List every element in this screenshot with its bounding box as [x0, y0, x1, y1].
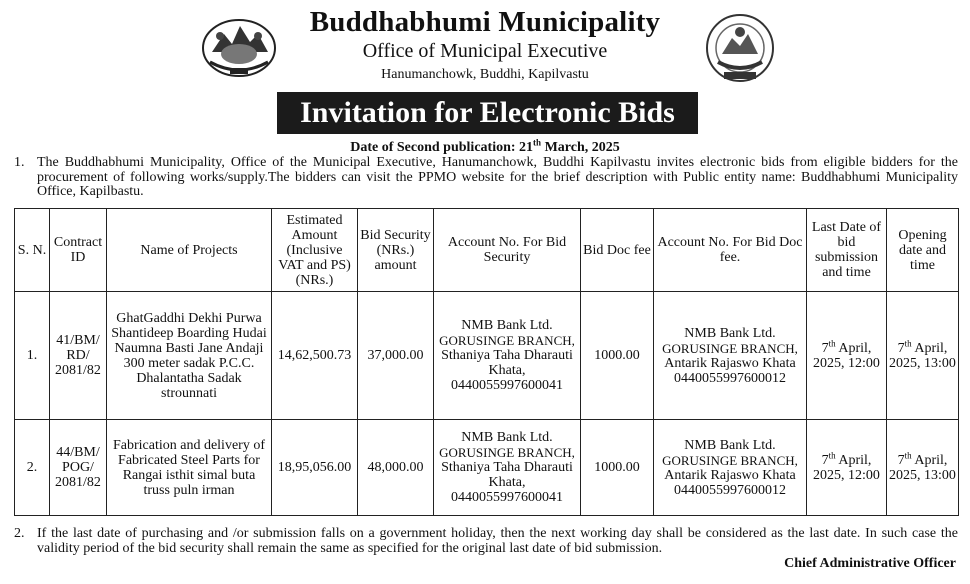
municipality-logo-icon [702, 12, 778, 86]
branch-name: GORUSINGE BRANCH, [439, 333, 575, 348]
account-name: Antarik Rajaswo Khata [664, 467, 796, 483]
bids-table [14, 208, 959, 516]
bank-name: NMB Bank Ltd. [461, 318, 553, 333]
note-number: 1. [14, 155, 25, 170]
bank-name: NMB Bank Ltd. [461, 430, 553, 445]
note-text: The Buddhabhumi Municipality, Office of the Municipal Executive, Hanumanchowk, Buddhi Kapilvastu invites electronic bids from eligible bidders for the procurement of following works/supply.The bidders can visit the PPMO website for the brief description with Public entity name: Buddhabhumi Municipality Office, Kapilbastu. [37, 155, 958, 199]
cell-sn: 2. [15, 420, 50, 516]
notice-title: Invitation for Electronic Bids [277, 92, 698, 134]
cell-account-security [434, 420, 581, 516]
cell-account-security [434, 292, 581, 420]
signature-title: Chief Administrative Officer [784, 556, 956, 571]
account-number: 0440055997600041 [451, 378, 563, 393]
bank-name: NMB Bank Ltd. [684, 325, 776, 341]
office-address: Hanumanchowk, Buddhi, Kapilvastu [381, 67, 589, 82]
cell-sn: 1. [15, 292, 50, 420]
col-last-date: Last Date of bid submission and time [807, 209, 887, 292]
col-account-doc: Account No. For Bid Doc fee. [654, 209, 807, 292]
col-projects: Name of Projects [107, 209, 272, 292]
note-text: If the last date of purchasing and /or submission falls on a government holiday, then the next working day shall be considered as the last date. In such case the validity period of the bid security shall remain the same as specified for the original last date of bid submission. [37, 526, 958, 556]
org-name: Buddhabhumi Municipality [309, 6, 661, 38]
account-name: Antarik Rajaswo Khata [664, 355, 796, 371]
note-2 [14, 527, 958, 556]
col-contract-id: Contract ID [50, 209, 107, 292]
cell-doc-fee: 1000.00 [581, 292, 654, 420]
table-row [15, 420, 959, 516]
cell-opening: 7th April, 2025, 13:00 [887, 420, 959, 516]
cell-doc-fee: 1000.00 [581, 420, 654, 516]
branch-name: GORUSINGE BRANCH, [439, 445, 575, 460]
cell-estimated: 14,62,500.73 [272, 292, 358, 420]
cell-last-date: 7th April, 2025, 12:00 [807, 420, 887, 516]
branch-name: GORUSINGE BRANCH, [662, 452, 798, 468]
cell-account-doc [654, 292, 807, 420]
account-number: 0440055997600012 [674, 482, 786, 498]
cell-contract-id: 41/BM/ RD/ 2081/82 [50, 292, 107, 420]
account-name: Sthaniya Taha Dharauti Khata, [441, 460, 573, 490]
publication-date: Date of Second publication: 21th March, 2025 [350, 137, 620, 155]
cell-security: 37,000.00 [358, 292, 434, 420]
col-estimated: Estimated Amount (Inclusive VAT and PS)(NRs.) [272, 209, 358, 292]
account-number: 0440055997600012 [674, 370, 786, 386]
cell-last-date: 7th April, 2025, 12:00 [807, 292, 887, 420]
note-1 [14, 156, 958, 200]
cell-estimated: 18,95,056.00 [272, 420, 358, 516]
col-sn: S. N. [15, 209, 50, 292]
table-header-row [15, 209, 959, 292]
cell-opening: 7th April, 2025, 13:00 [887, 292, 959, 420]
col-opening: Opening date and time [887, 209, 959, 292]
cell-security: 48,000.00 [358, 420, 434, 516]
note-number: 2. [14, 526, 25, 541]
cell-account-doc [654, 420, 807, 516]
account-number: 0440055997600041 [451, 490, 563, 505]
cell-project: Fabrication and delivery of Fabricated Steel Parts for Rangai isthit simal buta truss puln irman [107, 420, 272, 516]
cell-contract-id: 44/BM/ POG/ 2081/82 [50, 420, 107, 516]
col-doc-fee: Bid Doc fee [581, 209, 654, 292]
branch-name: GORUSINGE BRANCH, [662, 340, 798, 356]
bank-name: NMB Bank Ltd. [684, 437, 776, 453]
cell-project: GhatGaddhi Dekhi Purwa Shantideep Boarding Hudai Naumna Basti Jane Andaji 300 meter sadak P.C.C. Dhalantatha Sadak strounnati [107, 292, 272, 420]
table-row [15, 292, 959, 420]
account-name: Sthaniya Taha Dharauti Khata, [441, 348, 573, 378]
col-security: Bid Security (NRs.) amount [358, 209, 434, 292]
office-name: Office of Municipal Executive [362, 40, 608, 62]
col-account-security: Account No. For Bid Security [434, 209, 581, 292]
